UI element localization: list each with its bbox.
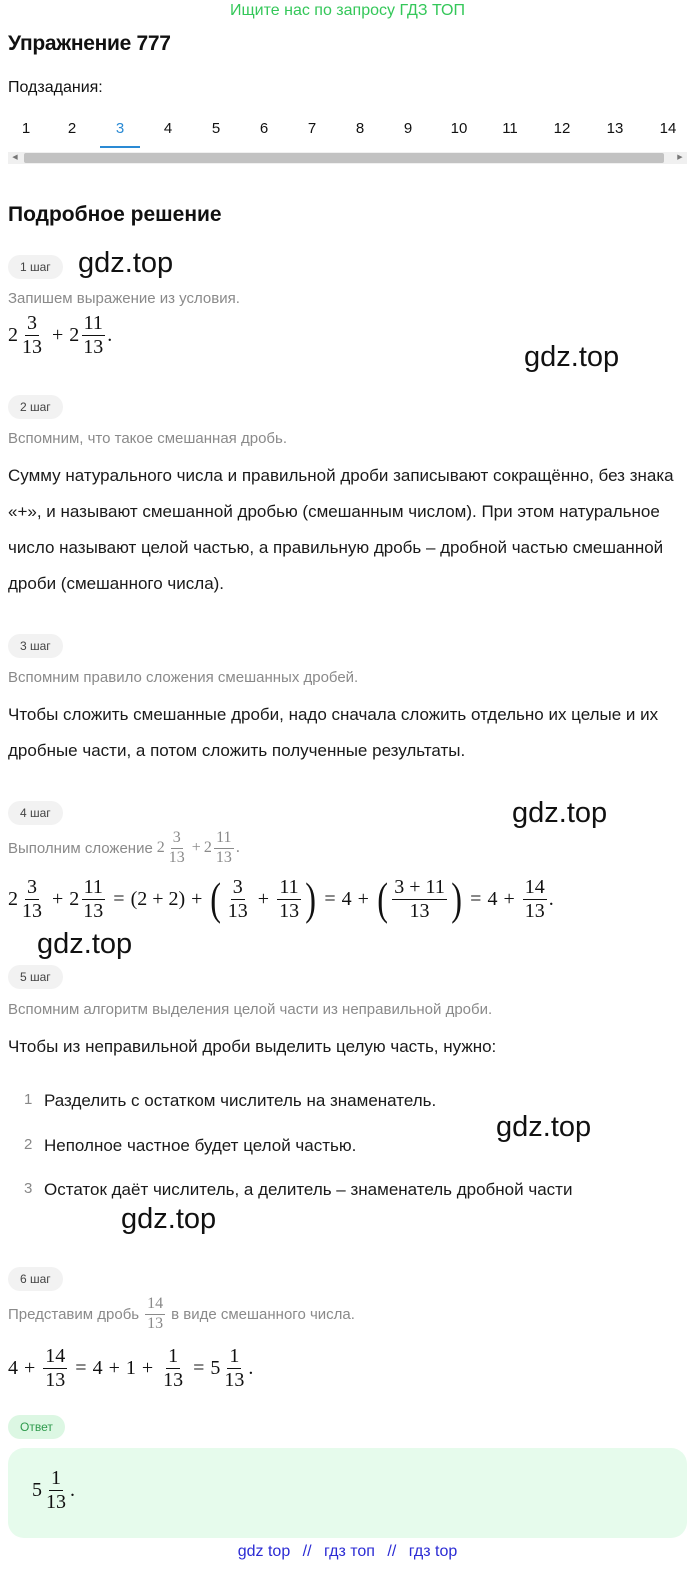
tab-subtask-6[interactable]: 6 [259,120,269,137]
tab-subtask-13[interactable]: 13 [606,120,624,137]
step-1-hint: Запишем выражение из условия. [8,290,240,307]
footer-link-gdz-top[interactable]: gdz top [237,1543,291,1560]
footer-separator: // [387,1543,397,1560]
watermark: gdz.top [121,1203,217,1235]
scroll-right-arrow-icon[interactable]: ▶ [677,154,683,161]
footer-separator: // [302,1543,312,1560]
page-title: Упражнение 777 [8,32,171,55]
tabs-scrollbar[interactable] [8,152,687,164]
answer-value: 5 $\frac{1}{13}$ . [32,1467,75,1513]
step-5-hint: Вспомним алгоритм выделения целой части из неправильной дроби. [8,1001,493,1018]
step-3-badge: 3 шаг [8,634,63,658]
watermark: gdz.top [496,1111,592,1143]
step-6-calculation: 4 + $\frac{14}{13}$ = 4 + 1 + $\frac{1}{13}$ = 5 $\frac{1}{13}$ . [8,1345,254,1391]
scroll-left-arrow-icon[interactable]: ◀ [12,154,18,161]
watermark: gdz.top [37,928,133,960]
watermark: gdz.top [524,341,620,373]
search-banner-link[interactable]: Ищите нас по запросу ГДЗ ТОП [230,2,465,19]
answer-box [8,1448,687,1538]
step-5-badge: 5 шаг [8,965,63,989]
tab-subtask-8[interactable]: 8 [355,120,365,137]
footer-links [0,1543,695,1561]
step-2-text: Сумму натурального числа и правильной дроби записывают сокращённо, без знака «+», и называют смешанной дробью (смешанным числом). При этом натуральное число называют целой частью, а правильную дробь – дробной частью смешанной дроби (смешанного числа). [8,466,674,593]
tab-subtask-10[interactable]: 10 [450,120,468,137]
step-4-hint: Выполним сложение 2 $\frac{3}{13}$ + 2 $\frac{11}{13}$ . [8,829,240,866]
tab-subtask-4[interactable]: 4 [163,120,173,137]
step-2-badge: 2 шаг [8,395,63,419]
tab-subtask-9[interactable]: 9 [403,120,413,137]
step-4-badge: 4 шаг [8,801,63,825]
step-6-hint: Представим дробь $\frac{14}{13}$ в виде смешанного числа. [8,1295,355,1332]
watermark: gdz.top [78,247,174,279]
step-1-expression: 2 $\frac{3}{13}$ + 2 $\frac{11}{13}$ . [8,312,113,358]
step-5-text: Чтобы из неправильной дроби выделить целую часть, нужно: [8,1037,497,1056]
scrollbar-thumb[interactable] [24,153,664,163]
tab-subtask-5[interactable]: 5 [211,120,221,137]
tab-subtask-2[interactable]: 2 [67,120,77,137]
subtasks-label: Подзадания: [8,79,103,96]
watermark: gdz.top [512,797,608,829]
step-1-badge: 1 шаг [8,255,63,279]
step-2-hint: Вспомним, что такое смешанная дробь. [8,430,287,447]
subtask-tabs [0,116,695,152]
solution-heading: Подробное решение [8,203,222,226]
step-3-hint: Вспомним правило сложения смешанных дробей. [8,669,359,686]
tab-subtask-7[interactable]: 7 [307,120,317,137]
tab-subtask-1[interactable]: 1 [21,120,31,137]
tab-subtask-14[interactable]: 14 [659,120,677,137]
tab-subtask-12[interactable]: 12 [553,120,571,137]
step-4-calculation: 2 $\frac{3}{13}$ + 2 $\frac{11}{13}$ = (2 + 2) + ( $\frac{3}{13}$ + $\frac{11}{13}$ ) = 4 + ( $\frac{3 + 11}{13}$ ) = 4 + $\frac{14}{13}$ . [8,873,554,924]
tab-subtask-11[interactable]: 11 [502,120,518,137]
step-6-badge: 6 шаг [8,1267,63,1291]
footer-link-gdz-top-ru[interactable]: гдз топ [324,1543,375,1560]
answer-badge: Ответ [8,1415,65,1439]
step-3-text: Чтобы сложить смешанные дроби, надо сначала сложить отдельно их целые и их дробные части, а потом сложить полученные результаты. [8,705,659,760]
footer-link-gdz-top-mixed[interactable]: гдз top [408,1543,458,1560]
tab-subtask-3[interactable]: 3 [100,116,140,148]
